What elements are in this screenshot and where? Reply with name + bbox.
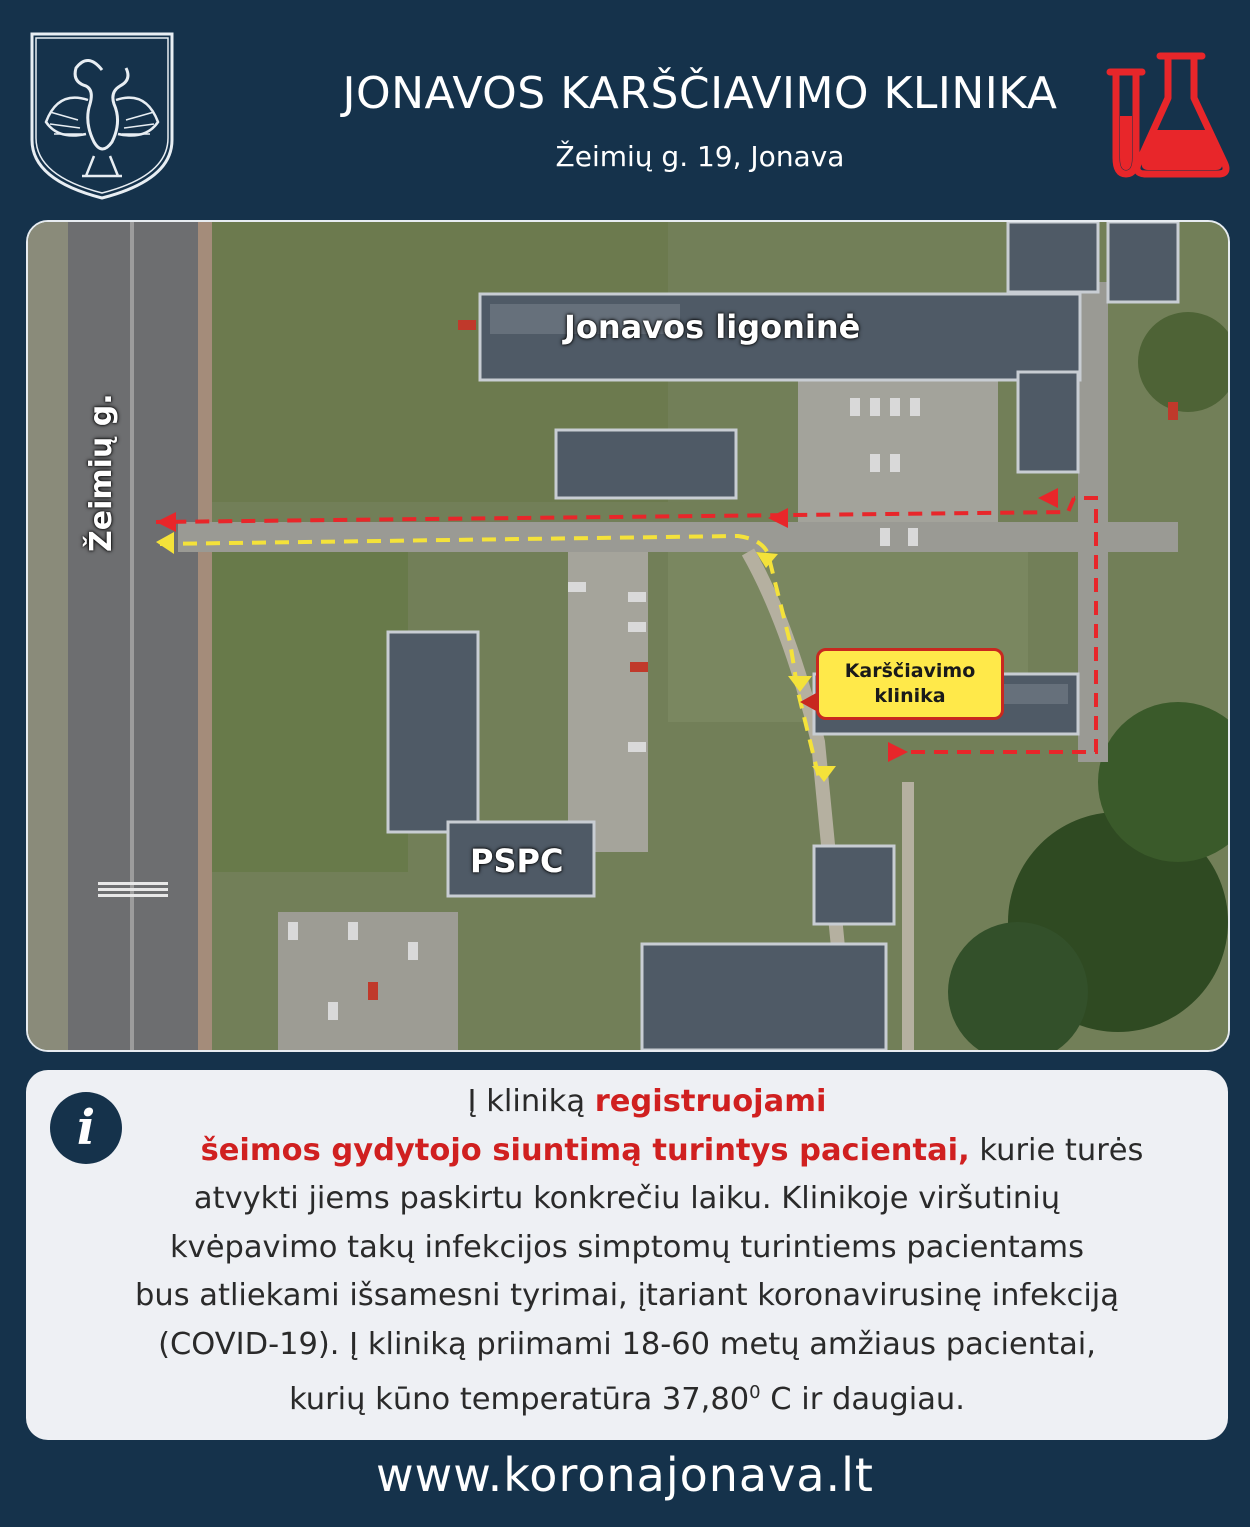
test-tube-flask-icon (1102, 46, 1234, 182)
info-line-2-plain: kurie turės (969, 1132, 1144, 1168)
hospital-label: Jonavos ligoninė (564, 308, 861, 346)
degree-sup: 0 (749, 1382, 761, 1403)
page-title: JONAVOS KARŠČIAVIMO KLINIKA (342, 68, 1058, 119)
pspc-label: PSPC (470, 842, 564, 880)
info-text (26, 1078, 1228, 1425)
header (0, 0, 1250, 215)
info-line-1-plain: Į kliniką (467, 1084, 595, 1119)
info-line-2-highlight: šeimos gydytojo siuntimą turintys pacientai, (200, 1132, 970, 1168)
clinic-callout-line2: klinika (874, 685, 946, 707)
clinic-callout-line1: Karščiavimo (844, 660, 976, 682)
map-graphic (28, 222, 1228, 1050)
clinic-callout (816, 648, 1004, 720)
website-link[interactable]: www.koronajonava.lt (376, 1448, 874, 1502)
info-line-5: bus atliekami išsamesni tyrimai, įtariant koronavirusinę infekciją (135, 1278, 1119, 1313)
info-line-7-b: C ir daugiau. (760, 1382, 965, 1418)
info-line-1-highlight: registruojami (594, 1084, 827, 1119)
info-line-2 (26, 1127, 1228, 1176)
info-line-3: atvykti jiems paskirtu konkrečiu laiku. Klinikoje viršutinių (193, 1181, 1061, 1216)
info-line-6: (COVID-19). Į kliniką priimami 18-60 metų amžiaus pacientai, (158, 1326, 1096, 1362)
swan-coat-of-arms-icon (28, 30, 176, 202)
aerial-map (26, 220, 1230, 1052)
info-icon: i (50, 1092, 122, 1164)
info-line-7 (26, 1369, 1228, 1425)
street-label: Žeimių g. (84, 393, 119, 552)
info-line-4: kvėpavimo takų infekcijos simptomų turintiems pacientams (170, 1229, 1084, 1265)
info-panel (26, 1070, 1228, 1440)
info-line-7-a: kurių kūno temperatūra 37,80 (289, 1382, 750, 1418)
info-line-1 (26, 1078, 1228, 1127)
address: Žeimių g. 19, Jonava (555, 140, 845, 173)
